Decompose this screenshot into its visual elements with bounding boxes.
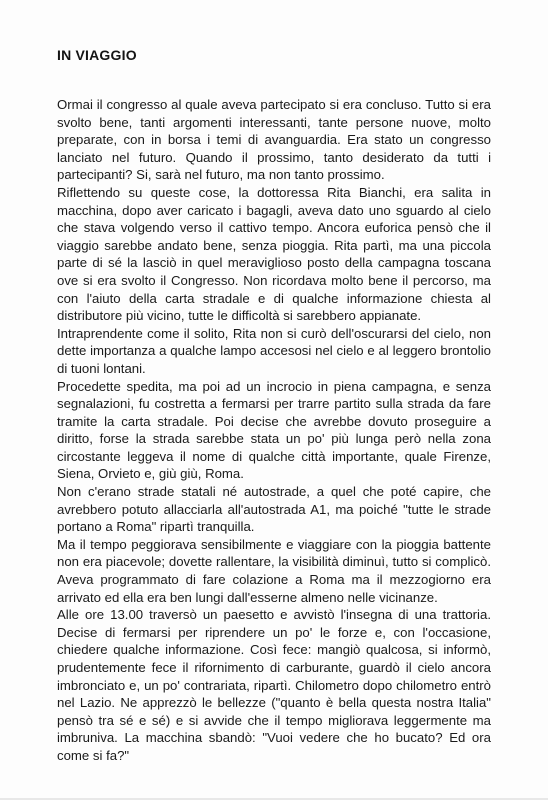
page-title: IN VIAGGIO: [57, 47, 137, 63]
paragraph: Riflettendo su queste cose, la dottoressa Rita Bianchi, era salita in macchina, dopo aver caricato i bagagli, aveva dato uno sguardo al cielo che stava volgendo verso il cattivo tempo. Ancora euforica pensò che il viaggio sarebbe andato bene, senza pioggia. Rita partì, ma una piccola parte di sé la lasciò in quel meraviglioso posto della campagna toscana ove si era svolto il Congresso. Non ricordava molto bene il percorso, ma con l'aiuto della carta stradale e di qualche informazione chiesta al distributore più vicino, tutte le difficoltà si sarebbero appianate.: [57, 184, 491, 324]
paragraph: Intraprendente come il solito, Rita non si curò dell'oscurarsi del cielo, non dette importanza a qualche lampo accesosi nel cielo e al leggero brontolio di tuoni lontani.: [57, 325, 491, 376]
paragraph: Ma il tempo peggiorava sensibilmente e viaggiare con la pioggia battente non era piacevole; dovette rallentare, la visibilità diminuì, tutto si complicò. Aveva programmato di fare colazione a Roma ma il mezzogiorno era arrivato ed ella era ben lungi dall'esserne almeno nelle vicinanze.: [57, 536, 491, 605]
paragraph: Alle ore 13.00 traversò un paesetto e avvistò l'insegna di una trattoria. Decise di fermarsi per riprendere un po' le forze e, con l'occasione, chiedere qualche informazione. Così fece: mangiò qualcosa, si informò, prudentemente fece il rifornimento di carburante, guardò il cielo ancora imbronciato e, un po' contrariata, ripartì. Chilometro dopo chilometro entrò nel Lazio. Ne apprezzò le bellezze ("quanto è bella questa nostra Italia" pensò tra sé e sé) e si avvide che il tempo migliorava leggermente ma imbruniva. La macchina sbandò: "Vuoi vedere che ho bucato? Ed ora come si fa?": [57, 607, 491, 763]
paragraph: Ormai il congresso al quale aveva partecipato si era concluso. Tutto si era svolto bene, tanti argomenti interessanti, tante persone nuove, molto preparate, con in borsa i temi di avanguardia. Era stato un congresso lanciato nel futuro. Quando il prossimo, tanto desiderato da tutti i partecipanti? Si, sarà nel futuro, ma non tanto prossimo.: [57, 97, 491, 183]
body-text: [57, 96, 491, 765]
paragraph: Procedette spedita, ma poi ad un incrocio in piena campagna, e senza segnalazioni, fu costretta a fermarsi per trarre partito sulla strada da fare tramite la carta stradale. Poi decise che avrebbe dovuto proseguire a diritto, forse la strada sarebbe stata un po' più lunga però nella zona circostante leggeva il nome di qualche città importante, quale Firenze, Siena, Orvieto e, giù giù, Roma.: [57, 378, 491, 482]
paragraph: Non c'erano strade statali né autostrade, a quel che poté capire, che avrebbero potuto allacciarla all'autostrada A1, ma poiché "tutte le strade portano a Roma" ripartì tranquilla.: [57, 484, 491, 535]
